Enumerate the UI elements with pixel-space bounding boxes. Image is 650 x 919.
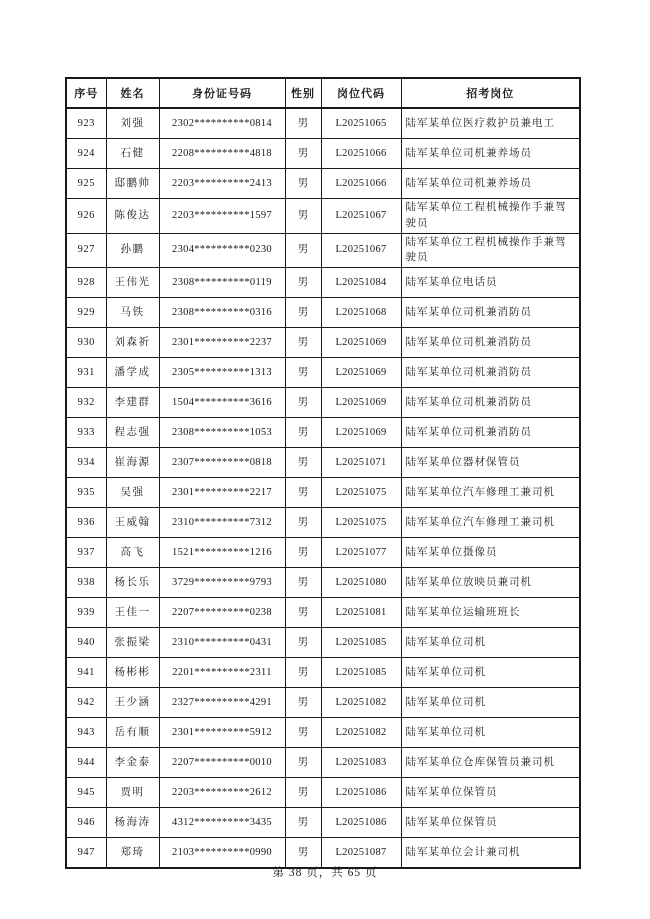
- cell-gender: 男: [285, 778, 321, 808]
- cell-id-number: 2307**********0818: [159, 448, 285, 478]
- cell-job-title: 陆军某单位器材保管员: [401, 448, 580, 478]
- table-row: [66, 233, 580, 268]
- cell-name: 崔海源: [106, 448, 159, 478]
- cell-name: 马铁: [106, 298, 159, 328]
- cell-job-title: 陆军某单位放映员兼司机: [401, 568, 580, 598]
- cell-job-code: L20251069: [321, 358, 401, 388]
- cell-job-code: L20251069: [321, 328, 401, 358]
- cell-serial-number: 944: [66, 748, 106, 778]
- cell-job-code: L20251071: [321, 448, 401, 478]
- cell-gender: 男: [285, 658, 321, 688]
- cell-gender: 男: [285, 508, 321, 538]
- cell-name: 刘森祈: [106, 328, 159, 358]
- cell-id-number: 2308**********0119: [159, 268, 285, 298]
- cell-job-code: L20251085: [321, 628, 401, 658]
- cell-gender: 男: [285, 418, 321, 448]
- cell-serial-number: 928: [66, 268, 106, 298]
- cell-serial-number: 931: [66, 358, 106, 388]
- cell-gender: 男: [285, 268, 321, 298]
- cell-serial-number: 946: [66, 808, 106, 838]
- cell-serial-number: 933: [66, 418, 106, 448]
- cell-serial-number: 927: [66, 233, 106, 268]
- cell-id-number: 2308**********0316: [159, 298, 285, 328]
- cell-job-code: L20251069: [321, 388, 401, 418]
- cell-job-title: 陆军某单位司机: [401, 688, 580, 718]
- cell-gender: 男: [285, 838, 321, 869]
- table-row: [66, 808, 580, 838]
- applicants-table: [65, 77, 581, 869]
- table-row: [66, 628, 580, 658]
- cell-job-title: 陆军某单位电话员: [401, 268, 580, 298]
- cell-gender: 男: [285, 538, 321, 568]
- cell-name: 杨长乐: [106, 568, 159, 598]
- table-row: [66, 298, 580, 328]
- cell-id-number: 3729**********9793: [159, 568, 285, 598]
- cell-serial-number: 926: [66, 199, 106, 234]
- cell-id-number: 2301**********2217: [159, 478, 285, 508]
- column-header: 性别: [285, 78, 321, 108]
- cell-job-title: 陆军某单位医疗救护员兼电工: [401, 108, 580, 139]
- cell-name: 李建群: [106, 388, 159, 418]
- table-row: [66, 328, 580, 358]
- header-row: [66, 78, 580, 108]
- cell-serial-number: 923: [66, 108, 106, 139]
- cell-serial-number: 940: [66, 628, 106, 658]
- cell-id-number: 2208**********4818: [159, 139, 285, 169]
- cell-name: 孙鹏: [106, 233, 159, 268]
- cell-job-title: 陆军某单位工程机械操作手兼驾驶员: [401, 233, 580, 268]
- cell-job-title: 陆军某单位汽车修理工兼司机: [401, 508, 580, 538]
- cell-job-title: 陆军某单位司机: [401, 628, 580, 658]
- cell-job-code: L20251066: [321, 169, 401, 199]
- cell-gender: 男: [285, 448, 321, 478]
- cell-id-number: 2301**********2237: [159, 328, 285, 358]
- cell-id-number: 2327**********4291: [159, 688, 285, 718]
- cell-id-number: 1521**********1216: [159, 538, 285, 568]
- cell-id-number: 2203**********2413: [159, 169, 285, 199]
- cell-job-code: L20251086: [321, 778, 401, 808]
- cell-id-number: 2201**********2311: [159, 658, 285, 688]
- table-row: [66, 658, 580, 688]
- cell-serial-number: 943: [66, 718, 106, 748]
- cell-name: 邸鹏帅: [106, 169, 159, 199]
- cell-job-code: L20251080: [321, 568, 401, 598]
- table-row: [66, 568, 580, 598]
- cell-job-code: L20251065: [321, 108, 401, 139]
- page-footer: 第 38 页，共 65 页: [272, 867, 378, 879]
- cell-name: 石健: [106, 139, 159, 169]
- cell-gender: 男: [285, 358, 321, 388]
- cell-serial-number: 934: [66, 448, 106, 478]
- cell-job-title: 陆军某单位司机兼消防员: [401, 418, 580, 448]
- table-row: [66, 268, 580, 298]
- cell-serial-number: 930: [66, 328, 106, 358]
- cell-gender: 男: [285, 328, 321, 358]
- cell-job-code: L20251081: [321, 598, 401, 628]
- cell-gender: 男: [285, 388, 321, 418]
- cell-gender: 男: [285, 748, 321, 778]
- column-header: 招考岗位: [401, 78, 580, 108]
- cell-gender: 男: [285, 199, 321, 234]
- cell-job-title: 陆军某单位司机兼养场员: [401, 139, 580, 169]
- cell-gender: 男: [285, 169, 321, 199]
- cell-name: 程志强: [106, 418, 159, 448]
- cell-job-title: 陆军某单位司机兼消防员: [401, 388, 580, 418]
- cell-job-code: L20251086: [321, 808, 401, 838]
- cell-serial-number: 932: [66, 388, 106, 418]
- table-row: [66, 108, 580, 139]
- cell-name: 潘学成: [106, 358, 159, 388]
- cell-gender: 男: [285, 598, 321, 628]
- cell-id-number: 2304**********0230: [159, 233, 285, 268]
- cell-serial-number: 925: [66, 169, 106, 199]
- table-row: [66, 388, 580, 418]
- cell-job-code: L20251068: [321, 298, 401, 328]
- table-row: [66, 538, 580, 568]
- table-row: [66, 139, 580, 169]
- table-row: [66, 598, 580, 628]
- cell-id-number: 2203**********2612: [159, 778, 285, 808]
- table-row: [66, 778, 580, 808]
- cell-id-number: 2302**********0814: [159, 108, 285, 139]
- cell-job-title: 陆军某单位司机: [401, 718, 580, 748]
- cell-serial-number: 924: [66, 139, 106, 169]
- cell-job-code: L20251083: [321, 748, 401, 778]
- cell-gender: 男: [285, 808, 321, 838]
- cell-job-code: L20251069: [321, 418, 401, 448]
- cell-name: 吴强: [106, 478, 159, 508]
- column-header: 姓名: [106, 78, 159, 108]
- column-header: 序号: [66, 78, 106, 108]
- cell-id-number: 2207**********0238: [159, 598, 285, 628]
- column-header: 身份证号码: [159, 78, 285, 108]
- cell-job-code: L20251084: [321, 268, 401, 298]
- cell-gender: 男: [285, 139, 321, 169]
- cell-id-number: 2310**********0431: [159, 628, 285, 658]
- cell-name: 王佳一: [106, 598, 159, 628]
- cell-job-title: 陆军某单位司机兼消防员: [401, 328, 580, 358]
- cell-gender: 男: [285, 718, 321, 748]
- cell-job-code: L20251082: [321, 688, 401, 718]
- cell-job-title: 陆军某单位汽车修理工兼司机: [401, 478, 580, 508]
- column-header: 岗位代码: [321, 78, 401, 108]
- cell-job-title: 陆军某单位摄像员: [401, 538, 580, 568]
- cell-name: 杨海涛: [106, 808, 159, 838]
- cell-job-code: L20251082: [321, 718, 401, 748]
- cell-name: 郑琦: [106, 838, 159, 869]
- table-row: [66, 748, 580, 778]
- cell-gender: 男: [285, 568, 321, 598]
- cell-serial-number: 929: [66, 298, 106, 328]
- table-row: [66, 688, 580, 718]
- cell-job-title: 陆军某单位司机兼消防员: [401, 298, 580, 328]
- cell-job-title: 陆军某单位司机兼养场员: [401, 169, 580, 199]
- cell-serial-number: 941: [66, 658, 106, 688]
- cell-job-title: 陆军某单位司机: [401, 658, 580, 688]
- cell-name: 刘强: [106, 108, 159, 139]
- cell-job-title: 陆军某单位保管员: [401, 778, 580, 808]
- cell-gender: 男: [285, 298, 321, 328]
- cell-id-number: 4312**********3435: [159, 808, 285, 838]
- cell-id-number: 1504**********3616: [159, 388, 285, 418]
- cell-gender: 男: [285, 478, 321, 508]
- cell-serial-number: 947: [66, 838, 106, 869]
- table-row: [66, 478, 580, 508]
- table-row: [66, 199, 580, 234]
- table-row: [66, 508, 580, 538]
- cell-name: 张振梁: [106, 628, 159, 658]
- cell-name: 王少涵: [106, 688, 159, 718]
- cell-name: 陈俊达: [106, 199, 159, 234]
- cell-serial-number: 937: [66, 538, 106, 568]
- cell-serial-number: 936: [66, 508, 106, 538]
- cell-gender: 男: [285, 688, 321, 718]
- cell-id-number: 2203**********1597: [159, 199, 285, 234]
- cell-id-number: 2301**********5912: [159, 718, 285, 748]
- cell-serial-number: 939: [66, 598, 106, 628]
- cell-gender: 男: [285, 108, 321, 139]
- cell-id-number: 2305**********1313: [159, 358, 285, 388]
- cell-name: 岳有顺: [106, 718, 159, 748]
- cell-job-title: 陆军某单位司机兼消防员: [401, 358, 580, 388]
- cell-job-code: L20251087: [321, 838, 401, 869]
- cell-name: 王伟光: [106, 268, 159, 298]
- cell-job-code: L20251067: [321, 233, 401, 268]
- cell-job-title: 陆军某单位仓库保管员兼司机: [401, 748, 580, 778]
- cell-job-code: L20251066: [321, 139, 401, 169]
- cell-name: 高飞: [106, 538, 159, 568]
- cell-gender: 男: [285, 233, 321, 268]
- cell-job-code: L20251075: [321, 478, 401, 508]
- cell-serial-number: 942: [66, 688, 106, 718]
- cell-job-title: 陆军某单位工程机械操作手兼驾驶员: [401, 199, 580, 234]
- cell-serial-number: 945: [66, 778, 106, 808]
- cell-name: 贾明: [106, 778, 159, 808]
- table-body: [66, 108, 580, 868]
- cell-serial-number: 935: [66, 478, 106, 508]
- cell-id-number: 2207**********0010: [159, 748, 285, 778]
- cell-gender: 男: [285, 628, 321, 658]
- table-row: [66, 358, 580, 388]
- table-row: [66, 448, 580, 478]
- cell-job-code: L20251075: [321, 508, 401, 538]
- cell-name: 李金泰: [106, 748, 159, 778]
- cell-job-title: 陆军某单位会计兼司机: [401, 838, 580, 869]
- cell-job-code: L20251077: [321, 538, 401, 568]
- cell-job-title: 陆军某单位保管员: [401, 808, 580, 838]
- table-row: [66, 169, 580, 199]
- cell-job-title: 陆军某单位运输班班长: [401, 598, 580, 628]
- cell-job-code: L20251067: [321, 199, 401, 234]
- cell-name: 王威翰: [106, 508, 159, 538]
- cell-serial-number: 938: [66, 568, 106, 598]
- cell-job-code: L20251085: [321, 658, 401, 688]
- cell-id-number: 2103**********0990: [159, 838, 285, 869]
- cell-name: 杨彬彬: [106, 658, 159, 688]
- cell-id-number: 2308**********1053: [159, 418, 285, 448]
- table-row: [66, 418, 580, 448]
- cell-id-number: 2310**********7312: [159, 508, 285, 538]
- table-row: [66, 718, 580, 748]
